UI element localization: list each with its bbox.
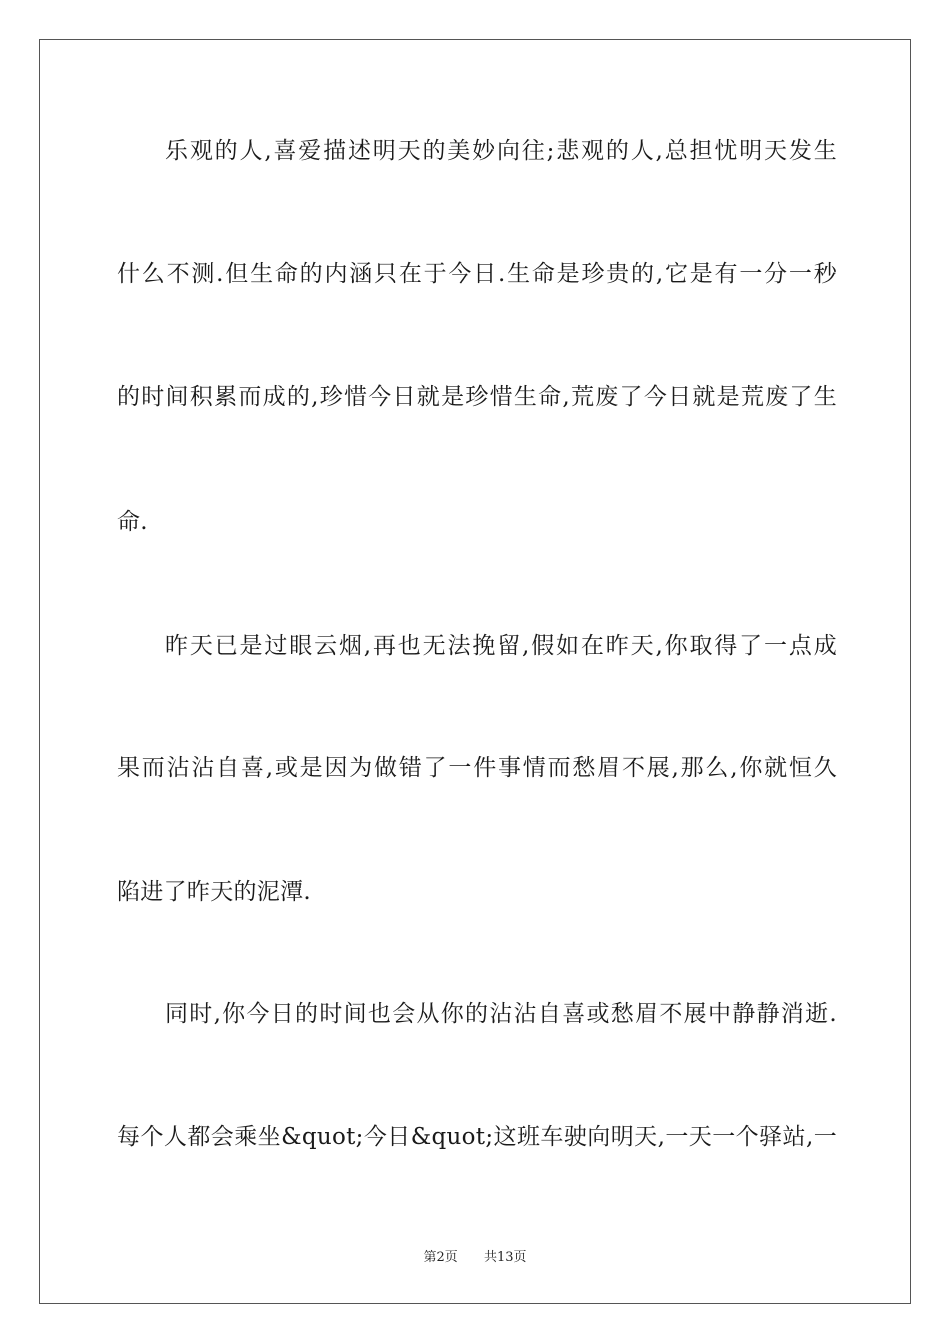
paragraph-1-line-4: 命. xyxy=(117,509,148,535)
paragraph-3-line-2: 每个人都会乘坐&quot;今日&quot;这班车驶向明天,一天一个驿站,一 xyxy=(117,1124,837,1150)
page-total: 共13页 xyxy=(484,1250,527,1265)
paragraph-3-line-1: 同时,你今日的时间也会从你的沾沾自喜或愁眉不展中静静消逝. xyxy=(165,1001,837,1027)
page-footer xyxy=(0,1248,950,1268)
page-number: 第2页 xyxy=(423,1250,458,1265)
paragraph-2-line-1: 昨天已是过眼云烟,再也无法挽留,假如在昨天,你取得了一点成 xyxy=(165,633,837,659)
paragraph-1-line-1: 乐观的人,喜爱描述明天的美妙向往;悲观的人,总担忧明天发生 xyxy=(165,138,837,164)
paragraph-2-line-3: 陷进了昨天的泥潭. xyxy=(117,879,312,905)
paragraph-2-line-2: 果而沾沾自喜,或是因为做错了一件事情而愁眉不展,那么,你就恒久 xyxy=(117,755,837,781)
paragraph-1-line-2: 什么不测.但生命的内涵只在于今日.生命是珍贵的,它是有一分一秒 xyxy=(117,261,837,287)
paragraph-1-line-3: 的时间积累而成的,珍惜今日就是珍惜生命,荒废了今日就是荒废了生 xyxy=(117,384,837,410)
page-border xyxy=(39,39,911,1304)
